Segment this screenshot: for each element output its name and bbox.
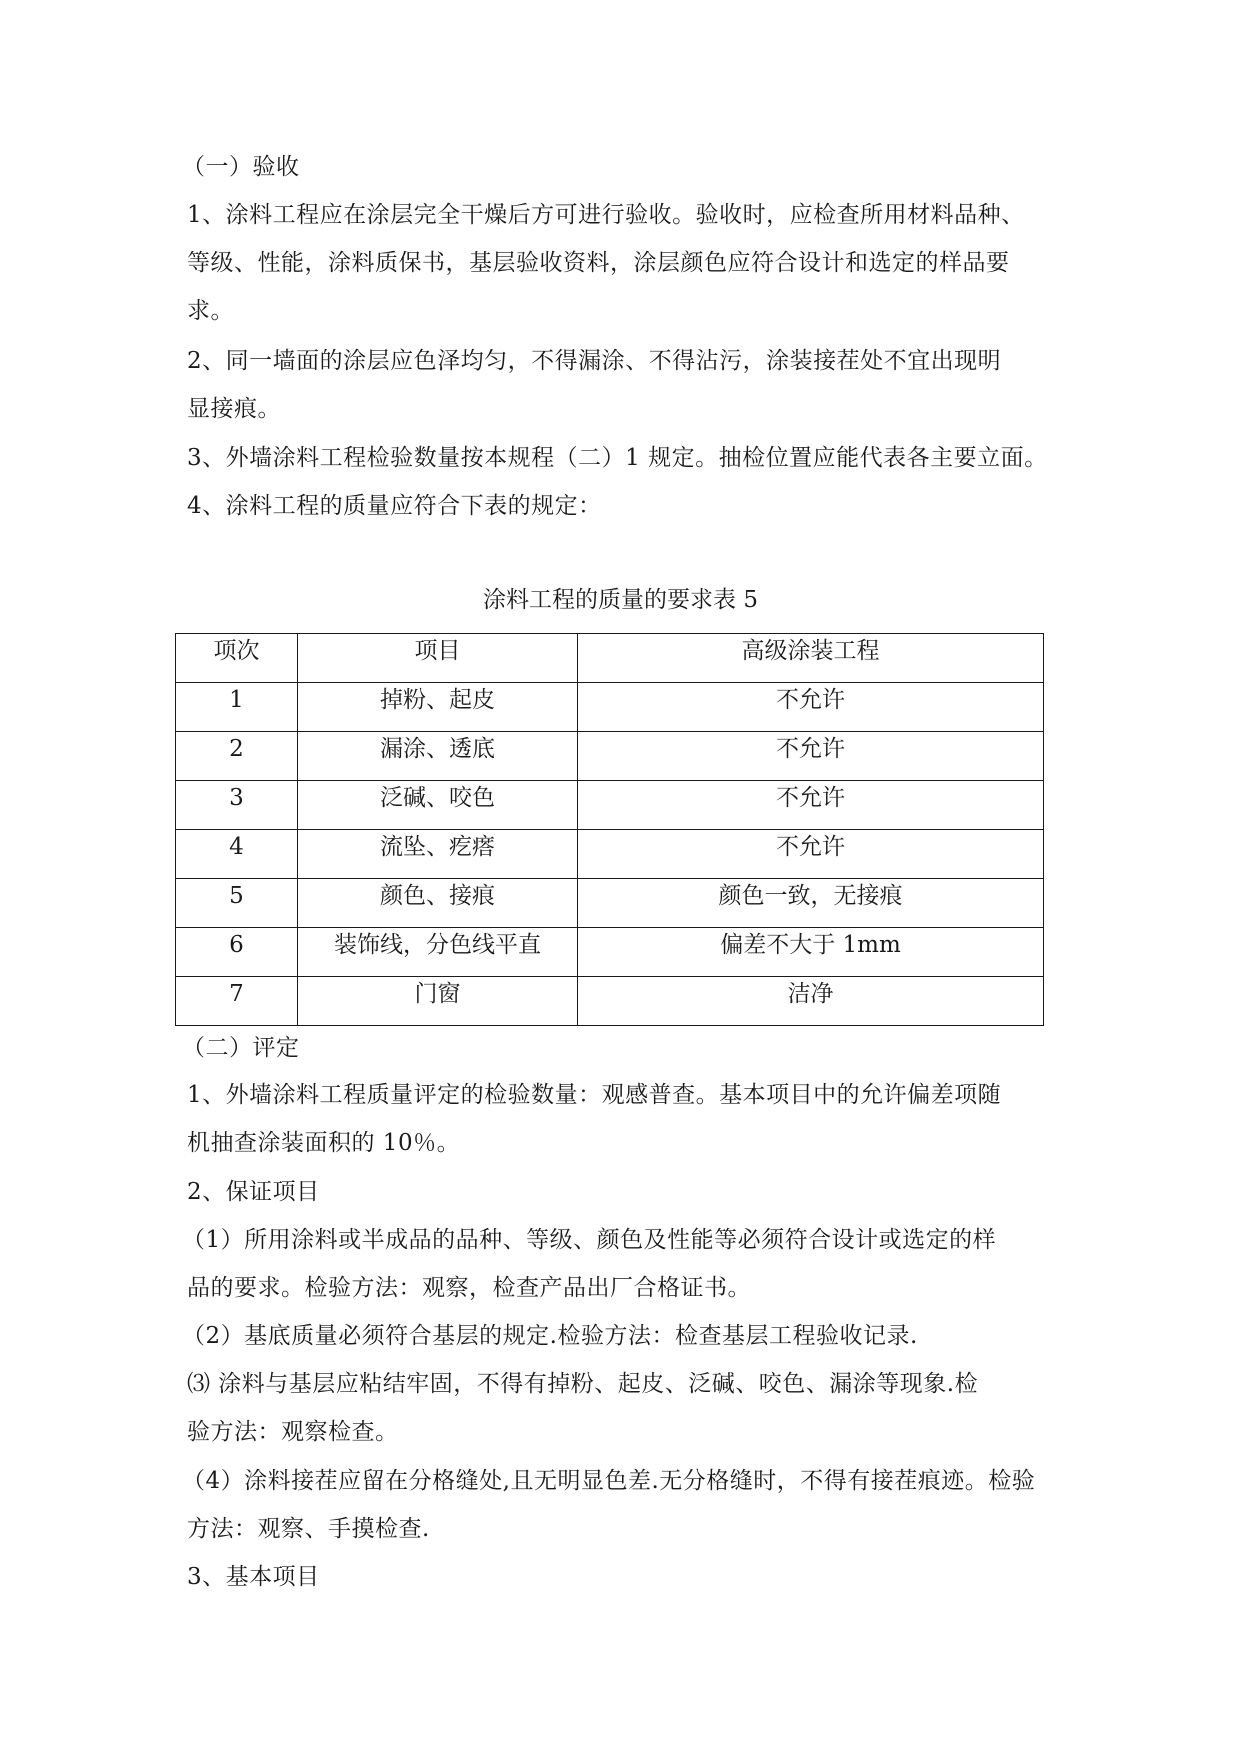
- cell-requirement: 偏差不大于 1mm: [578, 928, 1044, 977]
- cell-item: 流坠、疙瘩: [298, 830, 578, 879]
- cell-number: 1: [176, 683, 298, 732]
- paragraph-line: （2）基底质量必须符合基层的规定.检验方法：检查基层工程验收记录.: [182, 1323, 918, 1349]
- cell-item: 颜色、接痕: [298, 879, 578, 928]
- section-heading-acceptance: （一）验收: [182, 154, 300, 180]
- table-row: [176, 879, 1044, 928]
- cell-item: 门窗: [298, 977, 578, 1026]
- header-item: 项目: [298, 634, 578, 683]
- cell-requirement: 不允许: [578, 683, 1044, 732]
- paragraph-line: 求。: [187, 298, 234, 324]
- paragraph-line: 4、涂料工程的质量应符合下表的规定：: [187, 493, 602, 519]
- paragraph-line: 等级、性能，涂料质保书，基层验收资料，涂层颜色应符合设计和选定的样品要: [187, 250, 1010, 276]
- paragraph-line: 3、基本项目: [187, 1564, 320, 1590]
- table-row: [176, 830, 1044, 879]
- paragraph-line: （4）涂料接茬应留在分格缝处,且无明显色差.无分格缝时，不得有接茬痕迹。检验: [182, 1468, 1036, 1494]
- cell-number: 6: [176, 928, 298, 977]
- cell-item: 漏涂、透底: [298, 732, 578, 781]
- paragraph-line: 方法：观察、手摸检查.: [187, 1516, 430, 1542]
- paragraph-line: 机抽查涂装面积的 10％。: [187, 1130, 461, 1156]
- paragraph-line: 验方法：观察检查。: [187, 1419, 399, 1445]
- cell-number: 2: [176, 732, 298, 781]
- paragraph-line: 2、保证项目: [187, 1179, 320, 1205]
- paragraph-line: 显接痕。: [187, 396, 281, 422]
- table-row: [176, 977, 1044, 1026]
- table-row: [176, 732, 1044, 781]
- cell-item: 泛碱、咬色: [298, 781, 578, 830]
- cell-number: 4: [176, 830, 298, 879]
- cell-item: 装饰线，分色线平直: [298, 928, 578, 977]
- paragraph-line: ⑶ 涂料与基层应粘结牢固，不得有掉粉、起皮、泛碱、咬色、漏涂等现象.检: [187, 1371, 979, 1397]
- table-row: [176, 928, 1044, 977]
- paragraph-line: 3、外墙涂料工程检验数量按本规程（二）1 规定。抽检位置应能代表各主要立面。: [187, 445, 1048, 471]
- paragraph-line: 品的要求。检验方法：观察，检查产品出厂合格证书。: [187, 1275, 751, 1301]
- header-high-grade: 高级涂装工程: [578, 634, 1044, 683]
- cell-requirement: 不允许: [578, 781, 1044, 830]
- cell-requirement: 颜色一致，无接痕: [578, 879, 1044, 928]
- cell-requirement: 不允许: [578, 830, 1044, 879]
- cell-number: 5: [176, 879, 298, 928]
- table-row: [176, 781, 1044, 830]
- table-caption: 涂料工程的质量的要求表 5: [483, 587, 758, 613]
- paragraph-line: 1、外墙涂料工程质量评定的检验数量：观感普查。基本项目中的允许偏差项随: [187, 1082, 1002, 1108]
- cell-item: 掉粉、起皮: [298, 683, 578, 732]
- cell-number: 7: [176, 977, 298, 1026]
- cell-requirement: 不允许: [578, 732, 1044, 781]
- table-header-row: [176, 634, 1044, 683]
- header-item-number: 项次: [176, 634, 298, 683]
- paragraph-line: 1、涂料工程应在涂层完全干燥后方可进行验收。验收时，应检查所用材料品种、: [187, 202, 1025, 228]
- table-row: [176, 683, 1044, 732]
- paragraph-line: 2、同一墙面的涂层应色泽均匀，不得漏涂、不得沾污，涂装接茬处不宜出现明: [187, 348, 1002, 374]
- cell-number: 3: [176, 781, 298, 830]
- section-heading-evaluation: （二）评定: [182, 1035, 300, 1061]
- quality-table: [175, 633, 1044, 1026]
- cell-requirement: 洁净: [578, 977, 1044, 1026]
- paragraph-line: （1）所用涂料或半成品的品种、等级、颜色及性能等必须符合设计或选定的样: [182, 1227, 997, 1253]
